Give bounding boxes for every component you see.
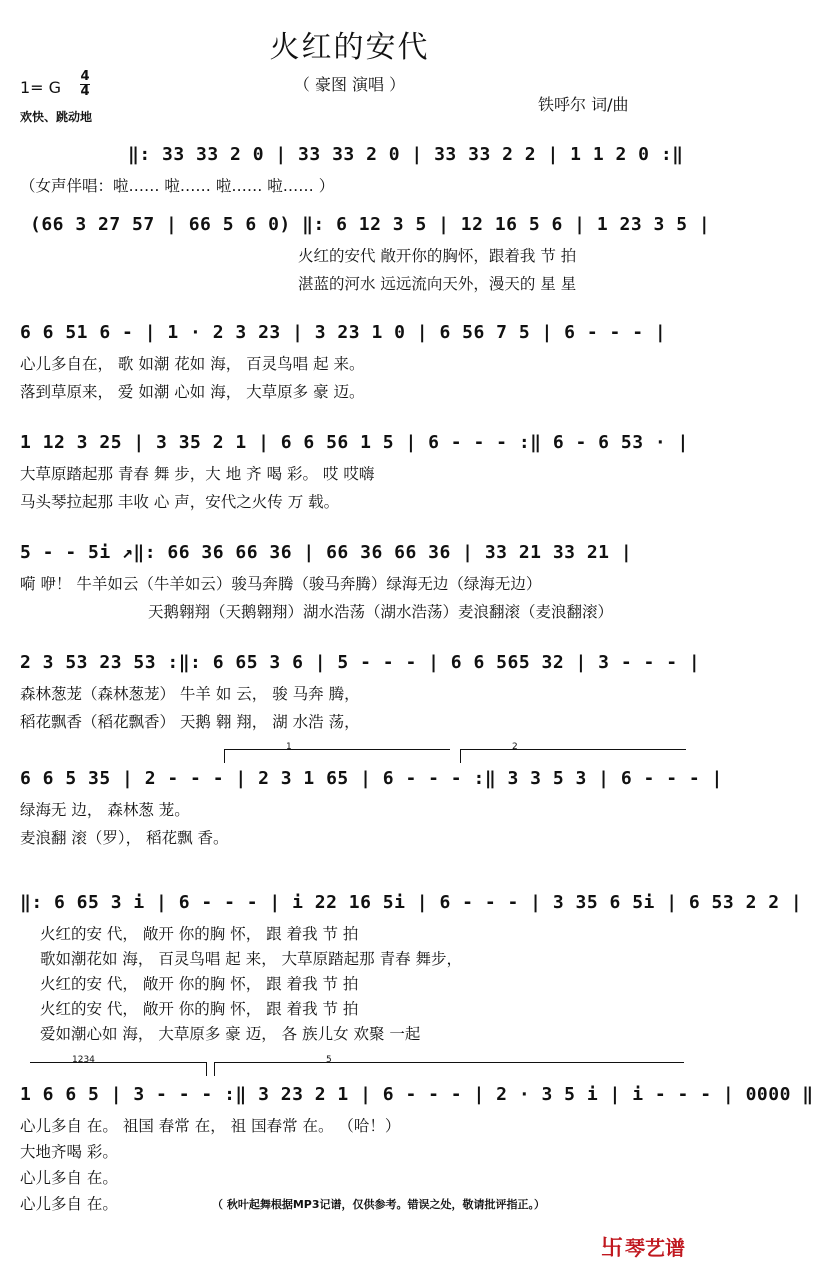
notation-line-1: ‖: 33 33 2 0 | 33 33 2 0 | 33 33 2 2 | 1 1 2 0 :‖	[128, 144, 684, 165]
notation-line-4: 1 12 3 25 | 3 35 2 1 | 6 6 56 1 5 | 6 - - - :‖ 6 - 6 53 · |	[20, 432, 689, 453]
singer-credit: （ 豪图 演唱 ）	[293, 75, 406, 94]
lyric-line-8-1: 火红的安 代， 敞开 你的胸 怀， 跟 着我 节 拍	[40, 925, 359, 943]
lyric-line-4-2: 马头琴拉起那 丰收 心 声，安代之火传 万 载。	[20, 493, 340, 511]
volta-number-5: 5	[326, 1055, 332, 1065]
notation-line-7: 6 6 5 35 | 2 - - - | 2 3 1 65 | 6 - - - :‖ 3 3 5 3 | 6 - - - |	[20, 768, 723, 789]
lyric-line-3-1: 心儿多自在， 歌 如潮 花如 海， 百灵鸟唱 起 来。	[20, 355, 365, 373]
notation-line-5: 5 - - 5i ↗‖: 66 36 66 36 | 66 36 66 36 | 33 21 33 21 |	[20, 542, 633, 563]
volta-bracket-1	[224, 749, 450, 750]
lyric-line-8-2: 歌如潮花如 海， 百灵鸟唱 起 来， 大草原踏起那 青春 舞步，	[40, 950, 462, 968]
time-signature	[80, 70, 90, 99]
logo-text: 琴艺谱	[625, 1236, 685, 1260]
lyric-line-1-1: （女声伴唱：啦…… 啦…… 啦…… 啦…… ）	[20, 177, 335, 195]
lyric-line-5-2: 天鹅翱翔（天鹅翱翔）湖水浩荡（湖水浩荡）麦浪翻滚（麦浪翻滚）	[148, 603, 614, 621]
notation-line-6: 2 3 53 23 53 :‖: 6 65 3 6 | 5 - - - | 6 6 565 32 | 3 - - - |	[20, 652, 701, 673]
lyric-line-9-3: 心儿多自 在。	[20, 1169, 118, 1187]
lyric-line-5-1: 嗬 咿！ 牛羊如云（牛羊如云）骏马奔腾（骏马奔腾）绿海无边（绿海无边）	[20, 575, 542, 593]
lyric-line-9-4: 心儿多自 在。	[20, 1195, 118, 1213]
song-title: 火红的安代	[269, 30, 430, 65]
volta-number-2: 2	[512, 742, 518, 752]
lyric-line-6-1: 森林葱茏（森林葱茏） 牛羊 如 云， 骏 马奔 腾，	[20, 685, 360, 703]
volta-bracket-2	[460, 749, 686, 750]
volta-bracket-5	[214, 1062, 684, 1063]
notation-line-9: 1 6 6 5 | 3 - - - :‖ 3 23 2 1 | 6 - - - | 2 · 3 5 i | i - - - | 0000 ‖	[20, 1084, 814, 1105]
key-signature: 1= G	[20, 78, 62, 97]
lyric-line-3-2: 落到草原来， 爱 如潮 心如 海， 大草原多 豪 迈。	[20, 383, 365, 401]
lyric-line-8-5: 爱如潮心如 海， 大草原多 豪 迈， 各 族儿女 欢聚 一起	[40, 1025, 421, 1043]
transcription-note: （ 秋叶起舞根据MP3记谱，仅供参考。错误之处，敬请批评指正。）	[212, 1198, 545, 1211]
lyric-line-6-2: 稻花飘香（稻花飘香） 天鹅 翱 翔， 湖 水浩 荡，	[20, 713, 360, 731]
lyric-line-2-2: 湛蓝的河水 远远流向天外，漫天的 星 星	[298, 275, 577, 293]
logo-icon: 卐	[600, 1236, 623, 1261]
volta-number-1: 1	[286, 742, 292, 752]
lyric-line-7-1: 绿海无 边， 森林葱 茏。	[20, 801, 190, 819]
lyric-line-4-1: 大草原踏起那 青春 舞 步，大 地 齐 喝 彩。 哎 哎嗨	[20, 465, 375, 483]
lyric-line-8-4: 火红的安 代， 敞开 你的胸 怀， 跟 着我 节 拍	[40, 1000, 359, 1018]
time-signature-top: 4	[80, 69, 90, 84]
composer-credit: 铁呼尔 词/曲	[538, 95, 629, 114]
site-logo	[601, 1231, 685, 1262]
lyric-line-2-1: 火红的安代 敞开你的胸怀，跟着我 节 拍	[298, 247, 577, 265]
time-signature-bottom: 4	[80, 84, 90, 99]
notation-line-2: (66 3 27 57 | 66 5 6 0) ‖: 6 12 3 5 | 12 16 5 6 | 1 23 3 5 |	[30, 214, 711, 235]
lyric-line-8-3: 火红的安 代， 敞开 你的胸 怀， 跟 着我 节 拍	[40, 975, 359, 993]
volta-bracket-1234	[30, 1062, 206, 1063]
volta-number-1234: 1234	[72, 1055, 95, 1065]
tempo-marking: 欢快、跳动地	[20, 110, 93, 124]
lyric-line-9-1: 心儿多自 在。 祖国 春常 在， 祖 国春常 在。 （哈！）	[20, 1117, 401, 1135]
lyric-line-9-2: 大地齐喝 彩。	[20, 1143, 118, 1161]
lyric-line-7-2: 麦浪翻 滚（罗）， 稻花飘 香。	[20, 829, 229, 847]
notation-line-8: ‖: 6 65 3 i | 6 - - - | i 22 16 5i | 6 - - - | 3 35 6 5i | 6 53 2 2 |	[20, 892, 803, 913]
notation-line-3: 6 6 51 6 - | 1 · 2 3 23 | 3 23 1 0 | 6 56 7 5 | 6 - - - |	[20, 322, 667, 343]
